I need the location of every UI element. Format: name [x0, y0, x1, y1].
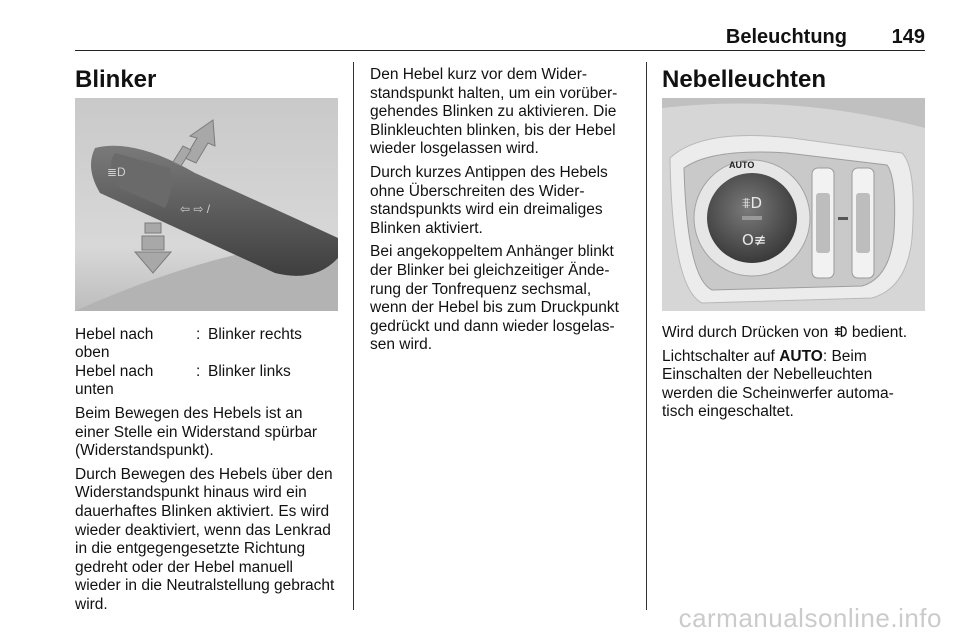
- definition-term: Hebel nach unten: [75, 363, 154, 398]
- front-fog-light-icon: [833, 324, 848, 339]
- definition-colon: :: [196, 326, 201, 343]
- paragraph: Bei angekoppeltem Anhänger blinkt der Blinker bei gleichzeitiger Ände- rung der Tonfrequenz sechsmal, wenn der Hebel bis zum Druckpunkt gedrückt und dann wieder losgelas- sen wird.: [370, 243, 619, 354]
- paragraph: Durch kurzes Antippen des Hebels ohne Überschreiten des Wider- standspunkts wird ein dreimaliges Blinken aktiviert.: [370, 163, 608, 237]
- col1-body: [75, 405, 345, 620]
- definition-colon: :: [196, 363, 201, 380]
- section-title: Beleuchtung: [725, 26, 847, 48]
- definition-desc: Blinker rechts: [208, 326, 302, 343]
- col2-body: [370, 66, 640, 360]
- paragraph: Den Hebel kurz vor dem Wider- standspunkt halten, um ein vorüber- gehendes Blinken zu aktivieren. Die Blinkleuchten blinken, bis der Hebel wieder losgelassen wird.: [370, 66, 618, 158]
- paragraph: Beim Bewegen des Hebels ist an einer Stelle ein Widerstand spürbar (Widerstandspunkt).: [75, 405, 318, 460]
- dimmer-wheel-icon: [812, 168, 834, 278]
- list-item: [75, 363, 340, 400]
- front-fog-light-icon: ⩨D: [742, 194, 763, 212]
- heading-blinker: Blinker: [75, 66, 157, 93]
- page-number: 149: [891, 26, 925, 48]
- definition-term: Hebel nach oben: [75, 326, 154, 361]
- definition-desc: Blinker links: [208, 363, 291, 380]
- lever-symbol-2: ⇦ ⇨ /: [180, 202, 211, 216]
- turn-signal-lever-illustration: [75, 98, 338, 311]
- paragraph-text: bedient.: [847, 324, 908, 341]
- column-divider-1: [353, 62, 354, 610]
- paragraph-text: Lichtschalter auf: [662, 347, 780, 365]
- rear-fog-light-icon: O≢: [742, 231, 767, 249]
- switch-label-auto: AUTO: [729, 160, 755, 170]
- headlight-range-wheel-icon: [852, 168, 874, 278]
- paragraph: Durch Bewegen des Hebels über den Widerstandspunkt hinaus wird ein dauerhaftes Blinken aktiviert. Es wird wieder deaktiviert, wenn das Lenkrad in die entgegengesetzte Richtung gedreht oder der Hebel manuell wieder in die Neutralstellung gebracht wird.: [75, 465, 335, 613]
- auto-label: AUTO: [779, 347, 823, 365]
- column-divider-2: [646, 62, 647, 610]
- watermark: carmanualsonline.info: [678, 603, 942, 633]
- paragraph: [662, 348, 937, 422]
- light-switch-illustration: [662, 98, 925, 311]
- list-item: [75, 326, 340, 363]
- paragraph-text: Wird durch Drücken von: [662, 324, 833, 341]
- lever-positions-list: [75, 326, 340, 400]
- paragraph-text: : Beim Einschalten der Nebelleuchten werden die Scheinwerfer automa- tisch eingeschaltet.: [662, 347, 894, 421]
- page-header: [75, 28, 925, 51]
- paragraph: [662, 324, 937, 343]
- col3-body: [662, 324, 937, 427]
- lever-symbol-1: ≣D: [107, 165, 126, 179]
- heading-nebelleuchten: Nebelleuchten: [662, 66, 827, 93]
